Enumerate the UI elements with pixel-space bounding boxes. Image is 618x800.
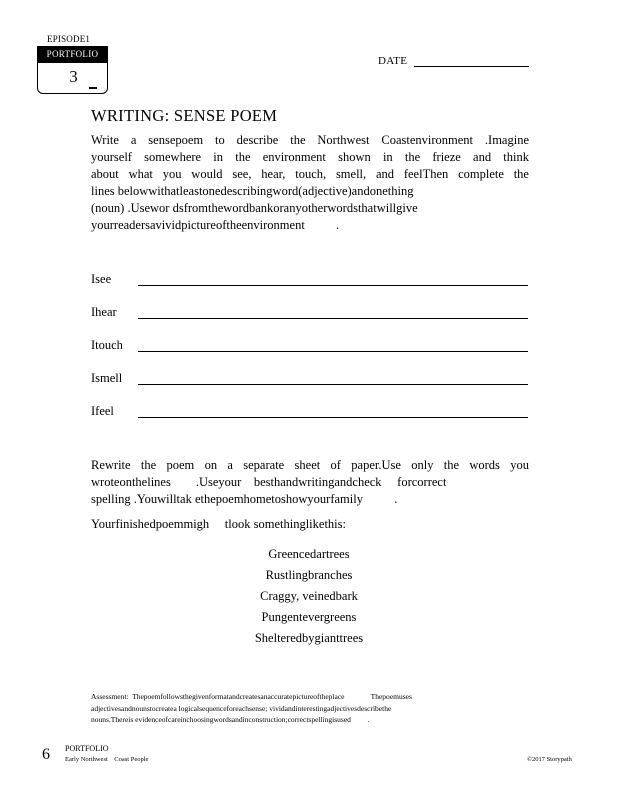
page-title: WRITING: SENSE POEM xyxy=(91,106,278,125)
assessment-line: Assessment: Thepoemfollowsthegivenformatandcreatesanaccuratepictureoftheplace Thepoemuses xyxy=(91,692,412,701)
poem-line: Pungentevergreens xyxy=(261,610,357,624)
episode-label: EPISODE1 xyxy=(47,34,91,44)
example-poem xyxy=(200,544,418,649)
rewrite-paragraph xyxy=(91,457,529,508)
assessment-line: adjectivesandnounstocreatea logicalsequenceforeachsense; vividandinterestingadjectivesdescribethe xyxy=(91,703,392,713)
poem-line: Rustlingbranches xyxy=(265,568,353,582)
portfolio-badge-label: PORTFOLIO xyxy=(37,46,108,63)
rewrite-line: spelling .Youwilltak ethepoemhometoshowyourfamily . xyxy=(91,492,398,506)
assessment-line: nouns.Thereis evidenceofcareinchoosingwordsandinconstruction;correctspellingisused . xyxy=(91,715,370,724)
assessment-note xyxy=(91,691,511,726)
rewrite-line: wroteonthelines .Useyour besthandwritingandcheck forcorrect xyxy=(91,475,447,489)
footer-subtitle: Early Northwest Coast People xyxy=(65,756,149,763)
sense-line-see[interactable] xyxy=(138,285,528,286)
instructions-line: lines belowwithatleastonedescribingword(adjective)andonething xyxy=(91,184,414,198)
example-intro: Yourfinishedpoemmigh tlook somethinglikethis: xyxy=(91,517,346,531)
date-field-line[interactable] xyxy=(414,66,529,67)
instructions-line: yourself somewhere in the environment shown in the frieze and think xyxy=(91,150,529,164)
instructions-line: Write a sensepoem to describe the Northwest Coastenvironment .Imagine xyxy=(91,133,529,147)
sense-line-feel[interactable] xyxy=(138,417,528,418)
instructions-line: (noun) .Usewor dsfromthewordbankoranyotherwordsthatwillgive xyxy=(91,201,418,215)
rewrite-line: Rewrite the poem on a separate sheet of paper.Use only the words you xyxy=(91,458,529,472)
sense-line-hear[interactable] xyxy=(138,318,528,319)
poem-line: Craggy, veinedbark xyxy=(260,589,358,603)
badge-underline-mark xyxy=(89,87,97,89)
date-label: DATE xyxy=(378,55,408,67)
page-number: 6 xyxy=(42,746,50,763)
poem-line: Greencedartrees xyxy=(268,547,350,561)
instructions-paragraph xyxy=(91,132,529,234)
sense-label-touch: Itouch xyxy=(91,338,123,352)
portfolio-number: 3 xyxy=(69,67,78,86)
poem-line: Shelteredbygianttrees xyxy=(254,631,364,645)
footer-copyright: ©2017 Storypath xyxy=(527,756,572,763)
sense-line-smell[interactable] xyxy=(138,384,528,385)
sense-label-see: Isee xyxy=(91,272,112,286)
footer-portfolio: PORTFOLIO xyxy=(65,744,109,753)
instructions-line: about what you would see, hear, touch, smell, and feelThen complete the xyxy=(91,167,529,181)
portfolio-badge xyxy=(37,46,108,94)
sense-label-smell: Ismell xyxy=(91,371,123,385)
instructions-line: yourreadersavividpictureoftheenvironment . xyxy=(91,218,340,232)
sense-label-hear: Ihear xyxy=(91,305,117,319)
sense-label-feel: Ifeel xyxy=(91,404,114,418)
sense-line-touch[interactable] xyxy=(138,351,528,352)
